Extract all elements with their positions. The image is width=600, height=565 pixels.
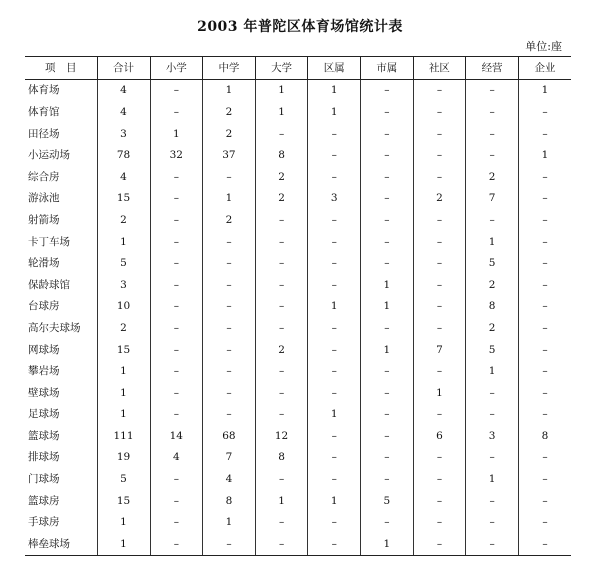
table-cell: – — [255, 360, 308, 382]
table-cell: 8 — [255, 144, 308, 166]
table-cell: 15 — [97, 339, 150, 361]
table-cell: – — [150, 252, 203, 274]
table-cell: – — [150, 79, 203, 101]
table-cell: – — [466, 511, 519, 533]
table-cell: – — [413, 360, 466, 382]
table-cell: 1 — [361, 274, 414, 296]
table-cell: – — [150, 533, 203, 555]
table-cell: 1 — [97, 533, 150, 555]
table-cell: – — [308, 511, 361, 533]
table-cell: – — [542, 451, 548, 464]
table-cell: 19 — [97, 447, 150, 469]
column-header: 社区 — [413, 57, 466, 80]
table-cell: – — [203, 296, 256, 318]
table-cell: – — [203, 166, 256, 188]
table-cell: – — [361, 360, 414, 382]
table-cell: 7 — [203, 447, 256, 469]
table-cell: 1 — [361, 296, 414, 318]
table-cell: – — [542, 192, 548, 205]
table-cell: 111 — [97, 425, 150, 447]
table-cell: – — [308, 339, 361, 361]
table-cell: – — [466, 533, 519, 555]
table-cell: – — [413, 166, 466, 188]
table-cell: 5 — [466, 339, 519, 361]
table-title: 2003 年普陀区体育场馆统计表 — [197, 19, 403, 35]
table-body — [25, 79, 571, 555]
row-label: 体育馆 — [25, 101, 97, 123]
table-cell: – — [255, 317, 308, 339]
table-cell: – — [542, 170, 548, 183]
table-cell: 2 — [466, 317, 519, 339]
table-cell: – — [466, 144, 519, 166]
table-cell: 3 — [97, 123, 150, 145]
table-cell: – — [308, 317, 361, 339]
table-cell: – — [308, 425, 361, 447]
table-cell: – — [361, 511, 414, 533]
row-label: 游泳池 — [25, 188, 97, 210]
table-cell: – — [413, 317, 466, 339]
table-cell: – — [150, 490, 203, 512]
row-label: 小运动场 — [25, 144, 97, 166]
table-cell: – — [150, 166, 203, 188]
table-cell: 8 — [255, 447, 308, 469]
table-cell: – — [361, 79, 414, 101]
table-cell: – — [361, 447, 414, 469]
table-cell: 1 — [203, 511, 256, 533]
table-cell: 1 — [97, 360, 150, 382]
table-row — [25, 425, 571, 447]
table-cell: – — [542, 257, 548, 270]
table-cell: – — [361, 252, 414, 274]
table-cell: 10 — [97, 296, 150, 318]
table-cell: – — [150, 511, 203, 533]
table-cell: – — [150, 231, 203, 253]
row-label: 网球场 — [25, 339, 97, 361]
table-cell: 5 — [466, 252, 519, 274]
table-cell: – — [203, 404, 256, 426]
table-cell: – — [466, 123, 519, 145]
table-cell: – — [255, 231, 308, 253]
row-label: 轮滑场 — [25, 252, 97, 274]
table-cell: – — [413, 144, 466, 166]
table-cell: – — [203, 252, 256, 274]
table-cell: 4 — [97, 79, 150, 101]
row-label: 卡丁车场 — [25, 231, 97, 253]
table-cell: – — [255, 252, 308, 274]
table-cell: – — [150, 404, 203, 426]
table-cell: – — [518, 533, 571, 555]
row-label: 门球场 — [25, 468, 97, 490]
table-cell: – — [150, 101, 203, 123]
table-cell: – — [308, 274, 361, 296]
table-cell: – — [466, 209, 519, 231]
table-cell: – — [255, 296, 308, 318]
table-cell: – — [203, 274, 256, 296]
column-header: 项 目 — [25, 57, 97, 80]
table-cell: – — [150, 209, 203, 231]
table-cell: – — [203, 231, 256, 253]
table-cell: – — [255, 404, 308, 426]
table-cell: 68 — [203, 425, 256, 447]
column-header: 市属 — [361, 57, 414, 80]
table-cell: 78 — [97, 144, 150, 166]
table-cell: – — [466, 101, 519, 123]
column-header: 大学 — [255, 57, 308, 80]
table-cell: 12 — [255, 425, 308, 447]
table-row — [25, 360, 571, 382]
table-cell: 2 — [203, 209, 256, 231]
table-cell: – — [150, 274, 203, 296]
table-cell: 32 — [150, 144, 203, 166]
table-cell: – — [361, 404, 414, 426]
table-cell: 1 — [150, 123, 203, 145]
table-cell: – — [150, 317, 203, 339]
table-row — [25, 101, 571, 123]
table-cell: – — [361, 166, 414, 188]
table-cell: – — [542, 516, 548, 529]
column-header: 区属 — [308, 57, 361, 80]
table-row — [25, 144, 571, 166]
table-cell: 3 — [466, 425, 519, 447]
table-cell: – — [361, 382, 414, 404]
table-cell: 2 — [97, 317, 150, 339]
table-cell: 5 — [361, 490, 414, 512]
table-cell: – — [413, 468, 466, 490]
table-cell: 1 — [255, 101, 308, 123]
table-cell: 8 — [466, 296, 519, 318]
statistics-table — [25, 56, 571, 556]
table-cell: 1 — [466, 231, 519, 253]
table-cell: 1 — [255, 79, 308, 101]
table-cell: 4 — [150, 447, 203, 469]
table-cell: – — [413, 533, 466, 555]
table-row — [25, 468, 571, 490]
table-cell: – — [466, 79, 519, 101]
table-row — [25, 382, 571, 404]
table-cell: 3 — [97, 274, 150, 296]
column-header: 经营 — [466, 57, 519, 80]
table-cell: 5 — [97, 468, 150, 490]
table-cell: – — [413, 490, 466, 512]
table-cell: – — [308, 447, 361, 469]
table-cell: 2 — [255, 339, 308, 361]
table-row — [25, 533, 571, 555]
table-cell: – — [542, 494, 548, 507]
table-cell: 8 — [541, 429, 549, 442]
table-row — [25, 231, 571, 253]
table-cell: – — [308, 231, 361, 253]
table-cell: 2 — [255, 188, 308, 210]
table-cell: – — [361, 101, 414, 123]
table-cell: 7 — [466, 188, 519, 210]
table-cell: – — [542, 386, 548, 399]
table-cell: – — [150, 468, 203, 490]
table-cell: – — [413, 209, 466, 231]
row-label: 足球场 — [25, 404, 97, 426]
table-cell: – — [255, 511, 308, 533]
table-cell: 1 — [203, 188, 256, 210]
table-cell: 8 — [203, 490, 256, 512]
table-cell: – — [255, 382, 308, 404]
table-row — [25, 274, 571, 296]
table-cell: – — [361, 188, 414, 210]
table-cell: – — [361, 231, 414, 253]
table-row — [25, 490, 571, 512]
header-row — [25, 57, 571, 80]
table-cell: – — [308, 252, 361, 274]
row-label: 手球房 — [25, 511, 97, 533]
table-cell: – — [413, 101, 466, 123]
table-cell: – — [413, 296, 466, 318]
column-header: 小学 — [150, 57, 203, 80]
row-label: 篮球房 — [25, 490, 97, 512]
row-label: 保龄球馆 — [25, 274, 97, 296]
table-cell: – — [542, 473, 548, 486]
table-cell: 1 — [255, 490, 308, 512]
row-label: 壁球场 — [25, 382, 97, 404]
row-label: 棒垒球场 — [25, 533, 97, 555]
table-cell: – — [361, 317, 414, 339]
table-cell: 1 — [97, 231, 150, 253]
table-cell: 14 — [150, 425, 203, 447]
table-cell: – — [308, 166, 361, 188]
table-cell: 1 — [541, 149, 549, 162]
table-cell: 3 — [308, 188, 361, 210]
table-cell: – — [361, 425, 414, 447]
table-row — [25, 79, 571, 101]
table-cell: 15 — [97, 188, 150, 210]
column-header: 中学 — [203, 57, 256, 80]
table-cell: – — [255, 468, 308, 490]
table-cell: – — [542, 300, 548, 313]
row-label: 射箭场 — [25, 209, 97, 231]
table-cell: – — [255, 274, 308, 296]
table-row — [25, 123, 571, 145]
table-cell: – — [361, 468, 414, 490]
table-cell: 1 — [308, 404, 361, 426]
table-cell: 6 — [413, 425, 466, 447]
table-cell: – — [150, 296, 203, 318]
table-cell: – — [413, 252, 466, 274]
table-cell: – — [255, 533, 308, 555]
table-cell: – — [542, 365, 548, 378]
table-cell: – — [308, 468, 361, 490]
table-cell: – — [308, 382, 361, 404]
table-row — [25, 404, 571, 426]
table-cell: – — [308, 144, 361, 166]
table-cell: 2 — [413, 188, 466, 210]
table-cell: 1 — [541, 84, 549, 97]
table-cell: – — [203, 382, 256, 404]
table-cell: – — [150, 360, 203, 382]
table-row — [25, 188, 571, 210]
table-cell: 5 — [97, 252, 150, 274]
table-row — [25, 296, 571, 318]
table-cell: 1 — [361, 533, 414, 555]
table-cell: – — [203, 317, 256, 339]
table-row — [25, 317, 571, 339]
table-header — [25, 57, 571, 80]
table-cell: 1 — [308, 101, 361, 123]
table-cell: – — [255, 123, 308, 145]
table-cell: – — [308, 360, 361, 382]
table-cell: – — [542, 343, 548, 356]
table-cell: – — [466, 490, 519, 512]
table-cell: – — [361, 209, 414, 231]
row-label: 高尔夫球场 — [25, 317, 97, 339]
table-cell: 1 — [308, 296, 361, 318]
table-cell: 1 — [97, 382, 150, 404]
column-header: 合计 — [97, 57, 150, 80]
table-cell: – — [308, 123, 361, 145]
table-row — [25, 252, 571, 274]
table-cell: – — [542, 127, 548, 140]
table-cell: – — [413, 123, 466, 145]
table-cell: 1 — [466, 360, 519, 382]
row-label: 排球场 — [25, 447, 97, 469]
table-cell: 2 — [466, 166, 519, 188]
table-cell: – — [542, 235, 548, 248]
table-cell: 1 — [203, 79, 256, 101]
table-cell: – — [413, 511, 466, 533]
table-cell: – — [466, 382, 519, 404]
table-cell: 1 — [413, 382, 466, 404]
table-cell: 2 — [466, 274, 519, 296]
table-cell: 1 — [308, 490, 361, 512]
unit-label: 单位:座 — [525, 40, 562, 53]
table-cell: 2 — [203, 101, 256, 123]
table-cell: – — [203, 533, 256, 555]
table-cell: 2 — [203, 123, 256, 145]
table-cell: – — [466, 447, 519, 469]
row-label: 体育场 — [25, 79, 97, 101]
row-label: 攀岩场 — [25, 360, 97, 382]
table-cell: 7 — [413, 339, 466, 361]
table-row — [25, 511, 571, 533]
table-cell: – — [255, 209, 308, 231]
table-cell: – — [413, 79, 466, 101]
table-cell: – — [150, 339, 203, 361]
table-cell: – — [542, 213, 548, 226]
table-cell: – — [203, 360, 256, 382]
table-row — [25, 339, 571, 361]
table-cell: – — [308, 209, 361, 231]
table-cell: 37 — [203, 144, 256, 166]
table-cell: – — [466, 404, 519, 426]
table-cell: – — [413, 447, 466, 469]
table-cell: – — [413, 404, 466, 426]
table-cell: 1 — [361, 339, 414, 361]
row-label: 田径场 — [25, 123, 97, 145]
table-cell: – — [361, 144, 414, 166]
table-cell: – — [150, 382, 203, 404]
table-cell: – — [542, 408, 548, 421]
table-cell: 1 — [97, 511, 150, 533]
table-row — [25, 447, 571, 469]
table-cell: – — [542, 105, 548, 118]
table-cell: 4 — [97, 166, 150, 188]
table-cell: – — [361, 123, 414, 145]
table-row — [25, 166, 571, 188]
table-cell: – — [413, 274, 466, 296]
table-cell: – — [413, 231, 466, 253]
row-label: 篮球场 — [25, 425, 97, 447]
table-cell: – — [542, 321, 548, 334]
table-cell: – — [150, 188, 203, 210]
table-cell: – — [203, 339, 256, 361]
table-cell: 1 — [97, 404, 150, 426]
table-cell: – — [542, 278, 548, 291]
table-cell: 2 — [255, 166, 308, 188]
column-header: 企业 — [518, 57, 571, 80]
row-label: 综合房 — [25, 166, 97, 188]
table-cell: 4 — [203, 468, 256, 490]
table-cell: 15 — [97, 490, 150, 512]
table-cell: 2 — [97, 209, 150, 231]
row-label: 台球房 — [25, 296, 97, 318]
table-cell: – — [308, 533, 361, 555]
table-cell: 4 — [97, 101, 150, 123]
table-cell: 1 — [466, 468, 519, 490]
table-row — [25, 209, 571, 231]
table-cell: 1 — [308, 79, 361, 101]
